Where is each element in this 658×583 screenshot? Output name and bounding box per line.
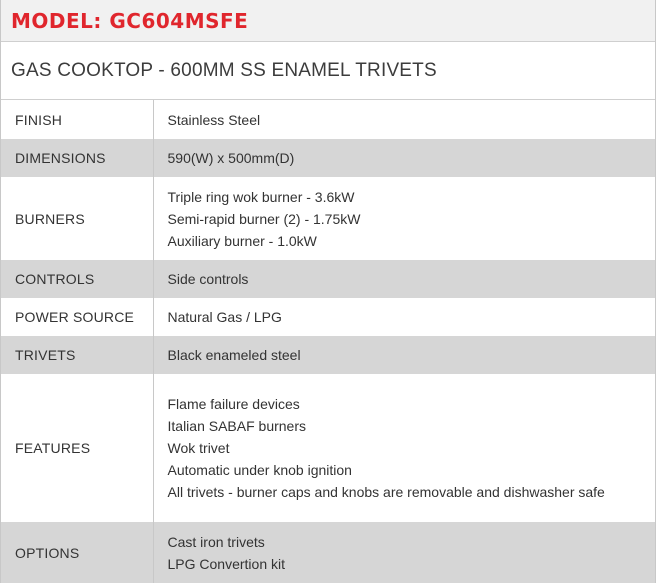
product-title: GAS COOKTOP - 600MM SS ENAMEL TRIVETS xyxy=(1,42,655,100)
spec-value-line: Cast iron trivets xyxy=(167,533,265,550)
spec-value xyxy=(153,298,655,336)
spec-value-line: Stainless Steel xyxy=(167,111,261,128)
spec-row-finish xyxy=(1,100,655,139)
spec-label: FEATURES xyxy=(1,374,153,522)
spec-row-features xyxy=(1,374,655,522)
spec-row-power-source xyxy=(1,298,655,336)
spec-label: DIMENSIONS xyxy=(1,139,153,177)
spec-row-controls xyxy=(1,260,655,298)
spec-row-trivets xyxy=(1,336,655,374)
spec-row-dimensions xyxy=(1,139,655,177)
spec-value xyxy=(153,336,655,374)
spec-value xyxy=(153,177,655,260)
spec-value-line: 590(W) x 500mm(D) xyxy=(167,150,295,166)
spec-value-line: Flame failure devices xyxy=(167,396,300,412)
spec-table xyxy=(1,100,655,583)
spec-label: OPTIONS xyxy=(1,522,153,583)
spec-value xyxy=(153,260,655,298)
spec-value-line: Auxiliary burner - 1.0kW xyxy=(167,232,317,249)
spec-value xyxy=(153,522,655,583)
spec-label: TRIVETS xyxy=(1,336,153,374)
spec-value-line: Triple ring wok burner - 3.6kW xyxy=(167,188,355,205)
spec-value-line: Black enameled steel xyxy=(167,347,301,363)
spec-value xyxy=(153,139,655,177)
spec-value xyxy=(153,100,655,139)
spec-value-line: Side controls xyxy=(167,271,249,287)
spec-label: FINISH xyxy=(1,100,153,139)
spec-value-line: All trivets - burner caps and knobs are removable and dishwasher safe xyxy=(167,484,605,500)
model-header xyxy=(1,0,655,42)
spec-value-line: Semi-rapid burner (2) - 1.75kW xyxy=(167,210,361,227)
spec-label: BURNERS xyxy=(1,177,153,260)
model-title: MODEL: GC604MSFE xyxy=(11,8,249,33)
spec-label: POWER SOURCE xyxy=(1,298,153,336)
spec-value-line: LPG Convertion kit xyxy=(167,555,285,572)
spec-row-burners xyxy=(1,177,655,260)
spec-value-line: Natural Gas / LPG xyxy=(167,309,282,325)
spec-row-options xyxy=(1,522,655,583)
spec-value xyxy=(153,374,655,522)
spec-value-line: Automatic under knob ignition xyxy=(167,462,352,478)
spec-value-line: Wok trivet xyxy=(167,440,230,456)
spec-value-line: Italian SABAF burners xyxy=(167,418,307,434)
spec-label: CONTROLS xyxy=(1,260,153,298)
